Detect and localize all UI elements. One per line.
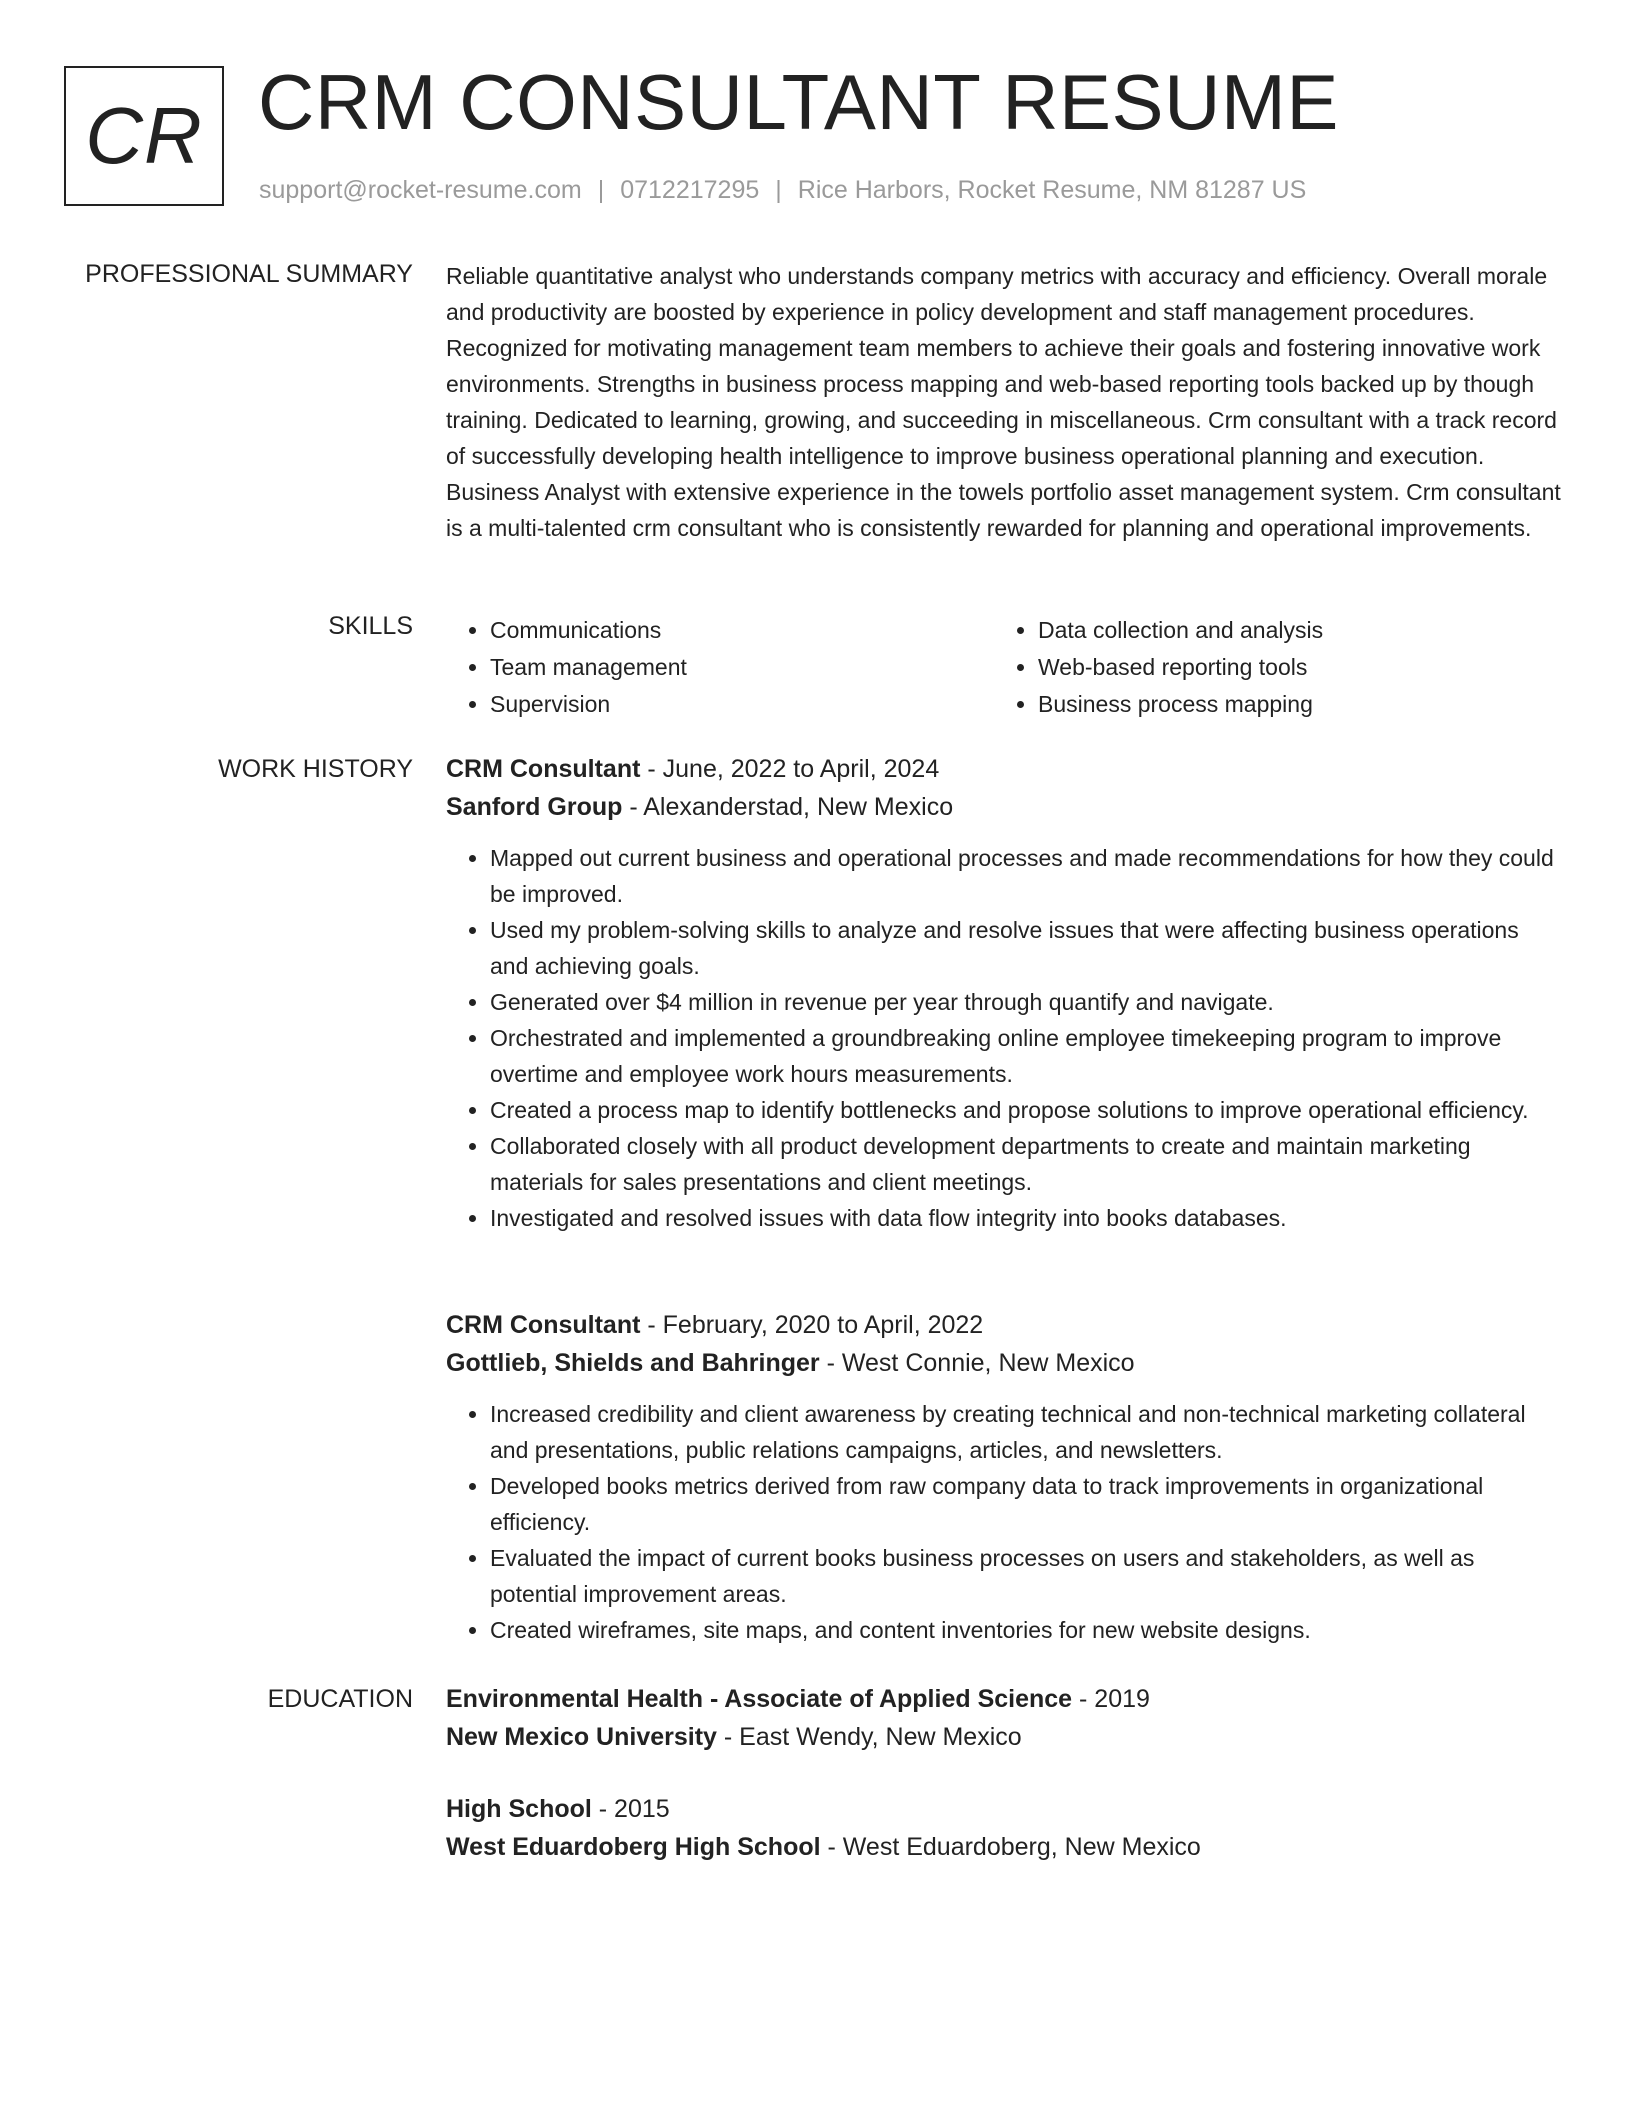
contact-line [259,174,1306,206]
section-label-summary: PROFESSIONAL SUMMARY [85,260,413,288]
job-bullet: • Orchestrated and implemented a groundbreaking online employee timekeeping program to improve overtime and employee work hours measurements. [490,1020,1562,1092]
job-bullet: • Developed books metrics derived from raw company data to track improvements in organizational efficiency. [490,1468,1562,1540]
job-bullets [446,840,1562,1236]
skill-item: • Communications [490,612,994,649]
contact-separator: | [775,176,782,204]
education-degree: High School [446,1795,592,1823]
skills-column-right [994,612,1542,723]
job-bullet: • Created a process map to identify bottlenecks and propose solutions to improve operational efficiency. [490,1092,1562,1128]
job-bullet: • Mapped out current business and operational processes and made recommendations for how they could be improved. [490,840,1562,912]
contact-phone: 0712217295 [620,176,760,204]
education-school-line [446,1718,1562,1756]
job-company-line [446,788,1562,826]
contact-separator: | [597,176,605,204]
job-bullet: • Evaluated the impact of current books business processes on users and stakeholders, as well as potential improvement areas. [490,1540,1562,1612]
job-company-line [446,1344,1562,1382]
job-bullet: • Created wireframes, site maps, and content inventories for new website designs. [490,1612,1562,1648]
education-year: - 2019 [1072,1685,1150,1713]
contact-email: support@rocket-resume.com [259,176,582,204]
job-bullet: • Increased credibility and client awareness by creating technical and non-technical marketing collateral and presentations, public relations campaigns, articles, and newsletters. [490,1396,1562,1468]
job-title: CRM Consultant [446,1311,641,1339]
skill-item: • Team management [490,649,994,686]
section-label-work-history: WORK HISTORY [218,755,413,783]
job-location: - West Connie, New Mexico [819,1349,1135,1377]
job-title-line [446,1306,1562,1344]
job-dates: - February, 2020 to April, 2022 [640,1311,984,1339]
resume-title: CRM CONSULTANT RESUME [258,58,1339,146]
job-company: Gottlieb, Shields and Bahringer [446,1349,820,1377]
job-entry [446,1306,1562,1648]
education-degree-line [446,1790,1562,1828]
education-degree-line [446,1680,1562,1718]
job-title-line [446,750,1562,788]
education-school-line [446,1828,1562,1866]
skill-item: • Supervision [490,686,994,723]
skills-column-left [446,612,994,723]
job-bullet: • Generated over $4 million in revenue per year through quantify and navigate. [490,984,1562,1020]
education-year: - 2015 [591,1795,670,1823]
summary-text: Reliable quantitative analyst who understands company metrics with accuracy and efficiency. Overall morale and productivity are boosted by experience in policy development and staff management procedures. Recognized for motivating management team members to achieve their goals and fostering innovative work environments. Strengths in business process mapping and web-based reporting tools backed up by though training. Dedicated to learning, growing, and succeeding in miscellaneous. Crm consultant with a track record of successfully developing health intelligence to improve business operational planning and execution. Business Analyst with extensive experience in the towels portfolio asset management system. Crm consultant is a multi-talented crm consultant who is consistently rewarded for planning and operational improvements. [446,263,1561,541]
job-title: CRM Consultant [446,755,641,783]
job-location: - Alexanderstad, New Mexico [622,793,954,821]
contact-address: Rice Harbors, Rocket Resume, NM 81287 US [797,176,1307,204]
education-entry [446,1790,1562,1866]
education-entry [446,1680,1562,1756]
job-dates: - June, 2022 to April, 2024 [640,755,940,783]
education-school: New Mexico University [446,1723,717,1751]
education-location: - West Eduardoberg, New Mexico [820,1833,1201,1861]
skill-item: • Business process mapping [1038,686,1542,723]
monogram-initials: CR [85,91,203,180]
monogram-logo [64,66,224,206]
skill-item: • Data collection and analysis [1038,612,1542,649]
education-degree: Environmental Health - Associate of Applied Science [446,1685,1073,1713]
job-bullets [446,1396,1562,1648]
skills-list [446,612,1562,723]
job-company: Sanford Group [446,793,623,821]
job-bullet: • Used my problem-solving skills to analyze and resolve issues that were affecting business operations and achieving goals. [490,912,1562,984]
education-school: West Eduardoberg High School [446,1833,821,1861]
section-label-skills: SKILLS [328,612,413,640]
education-location: - East Wendy, New Mexico [716,1723,1022,1751]
job-bullet: • Investigated and resolved issues with data flow integrity into books databases. [490,1200,1562,1236]
job-bullet: • Collaborated closely with all product development departments to create and maintain marketing materials for sales presentations and client meetings. [490,1128,1562,1200]
job-entry [446,750,1562,1236]
section-label-education: EDUCATION [267,1685,413,1713]
skill-item: • Web-based reporting tools [1038,649,1542,686]
